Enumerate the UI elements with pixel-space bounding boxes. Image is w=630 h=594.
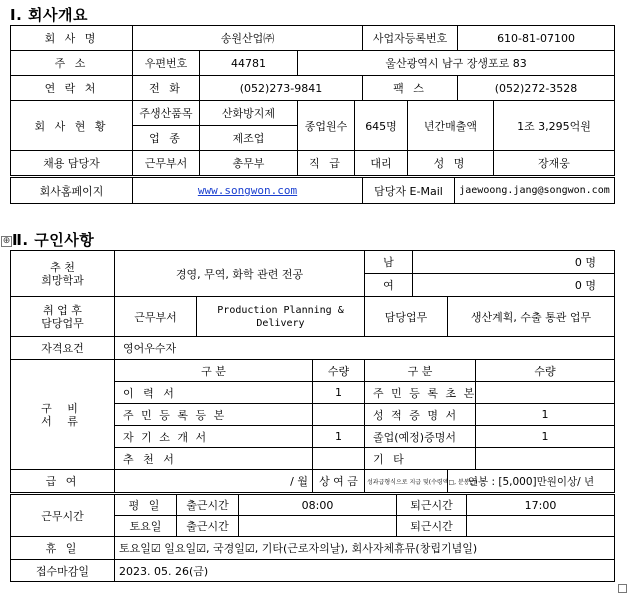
work-hours-table xyxy=(10,494,615,582)
contact-label: 연 락 처 xyxy=(11,76,133,101)
docs-label-text: 구 비 서 류 xyxy=(41,401,84,428)
biz-no-value: 610-81-07100 xyxy=(458,26,615,51)
name-label: 성 명 xyxy=(408,151,494,176)
female-count: 0 명 xyxy=(413,274,615,297)
email-label: 담당자 E-Mail xyxy=(363,178,455,204)
doc-left-name: 추 천 서 xyxy=(115,448,313,470)
doc-right-name: 기 타 xyxy=(365,448,476,470)
hours-label: 근무시간 xyxy=(11,495,115,537)
qualification-label: 자격요건 xyxy=(11,337,115,360)
duty-label xyxy=(11,297,115,337)
doc-right-name: 성 적 증 명 서 xyxy=(365,404,476,426)
dept-label: 근무부서 xyxy=(133,151,200,176)
qualification-value: 영어우수자 xyxy=(115,337,615,360)
employees-value: 645명 xyxy=(355,101,408,151)
company-status-label: 회 사 현 황 xyxy=(11,101,133,151)
table-move-icon[interactable]: ⊕ xyxy=(2,236,11,246)
salary-month: / 월 xyxy=(115,470,313,493)
weekday-label: 평 일 xyxy=(115,495,177,516)
docs-header-kind-right: 구 분 xyxy=(365,360,476,382)
phone-label: 전 화 xyxy=(133,76,200,101)
position-label: 직 급 xyxy=(298,151,355,176)
doc-left-name: 주 민 등 록 등 본 xyxy=(115,404,313,426)
postcode-value: 44781 xyxy=(200,51,298,76)
company-status-table xyxy=(10,100,615,176)
weekday-start-label: 출근시간 xyxy=(177,495,239,516)
weekday-start-value: 08:00 xyxy=(239,495,397,516)
holidays-value: 토요일☑ 일요일☑, 국경일☑, 기타(근로자의날), 회사자체휴뮤(창립기념일) xyxy=(115,537,615,560)
male-count: 0 명 xyxy=(413,251,615,274)
doc-left-name: 자 기 소 개 서 xyxy=(115,426,313,448)
name-value: 장재웅 xyxy=(494,151,615,176)
doc-right-qty xyxy=(476,448,615,470)
main-product-label: 주생산품목 xyxy=(133,101,200,126)
bonus-label: 상 여 금 xyxy=(313,470,365,493)
saturday-end-label: 퇴근시간 xyxy=(397,516,467,537)
fax-value: (052)272-3528 xyxy=(458,76,615,101)
docs-header-qty-right: 수량 xyxy=(476,360,615,382)
weekday-end-value: 17:00 xyxy=(467,495,615,516)
duty-task-value: 생산계획, 수출 통관 업무 xyxy=(448,297,615,337)
revenue-value: 1조 3,295억원 xyxy=(494,101,615,151)
recruitment-table xyxy=(10,250,615,493)
homepage-link[interactable]: www.songwon.com xyxy=(133,178,363,204)
biz-no-label: 사업자등록번호 xyxy=(363,26,458,51)
doc-right-qty: 1 xyxy=(476,404,615,426)
recommend-major-value: 경영, 무역, 화학 관련 전공 xyxy=(115,251,365,297)
saturday-start-label: 출근시간 xyxy=(177,516,239,537)
docs-label xyxy=(11,360,115,470)
section-1-title: Ⅰ. 회사개요 xyxy=(10,6,88,24)
saturday-label: 토요일 xyxy=(115,516,177,537)
main-product-value: 산화방지제 xyxy=(200,101,298,126)
company-name-value: 송원산업㈜ xyxy=(133,26,363,51)
salary-label: 급 여 xyxy=(11,470,115,493)
phone-value: (052)273-9841 xyxy=(200,76,363,101)
doc-left-qty xyxy=(313,448,365,470)
table-resize-handle[interactable] xyxy=(618,584,627,593)
company-name-label: 회 사 명 xyxy=(11,26,133,51)
homepage-label: 회사홈페이지 xyxy=(11,178,133,204)
homepage-table xyxy=(10,177,615,204)
female-label: 여 xyxy=(365,274,413,297)
doc-right-name: 주 민 등 록 초 본 xyxy=(365,382,476,404)
bonus-note: 성과급형식으로 지급 및(수령액□, 분봉□) xyxy=(365,470,448,493)
saturday-end-value xyxy=(467,516,615,537)
email-value: jaewoong.jang@songwon.com xyxy=(455,178,615,204)
postcode-label: 우편번호 xyxy=(133,51,200,76)
duty-task-label: 담당업무 xyxy=(365,297,448,337)
deadline-label: 접수마감일 xyxy=(11,560,115,582)
industry-value: 제조업 xyxy=(200,126,298,151)
address-label: 주 소 xyxy=(11,51,133,76)
doc-right-name: 졸업(예정)증명서 xyxy=(365,426,476,448)
section-2-title: Ⅱ. 구인사항 xyxy=(12,231,95,249)
recommend-label xyxy=(11,251,115,297)
dept-value: 총무부 xyxy=(200,151,298,176)
docs-header-qty-left: 수량 xyxy=(313,360,365,382)
annual-salary: 연봉 : [5,000]만원이상/ 년 xyxy=(448,470,615,493)
doc-left-name: 이 력 서 xyxy=(115,382,313,404)
work-dept-label: 근무부서 xyxy=(115,297,197,337)
doc-left-qty: 1 xyxy=(313,382,365,404)
hr-label: 채용 담당자 xyxy=(11,151,133,176)
doc-left-qty: 1 xyxy=(313,426,365,448)
fax-label: 팩 스 xyxy=(363,76,458,101)
male-label: 남 xyxy=(365,251,413,274)
work-dept-value: Production Planning & Delivery xyxy=(197,297,365,337)
weekday-end-label: 퇴근시간 xyxy=(397,495,467,516)
holiday-label: 휴 일 xyxy=(11,537,115,560)
industry-label: 업 종 xyxy=(133,126,200,151)
revenue-label: 년간매출액 xyxy=(408,101,494,151)
company-overview-table xyxy=(10,25,615,101)
doc-left-qty xyxy=(313,404,365,426)
address-value: 울산광역시 남구 장생포로 83 xyxy=(298,51,615,76)
saturday-start-value xyxy=(239,516,397,537)
deadline-value: 2023. 05. 26(금) xyxy=(115,560,615,582)
position-value: 대리 xyxy=(355,151,408,176)
recommend-label-text: 추 천 희망학과 xyxy=(41,260,84,287)
doc-right-qty: 1 xyxy=(476,426,615,448)
docs-header-kind-left: 구 분 xyxy=(115,360,313,382)
duty-label-text: 취 업 후 담당업무 xyxy=(41,303,84,330)
employees-label: 종업원수 xyxy=(298,101,355,151)
doc-right-qty xyxy=(476,382,615,404)
